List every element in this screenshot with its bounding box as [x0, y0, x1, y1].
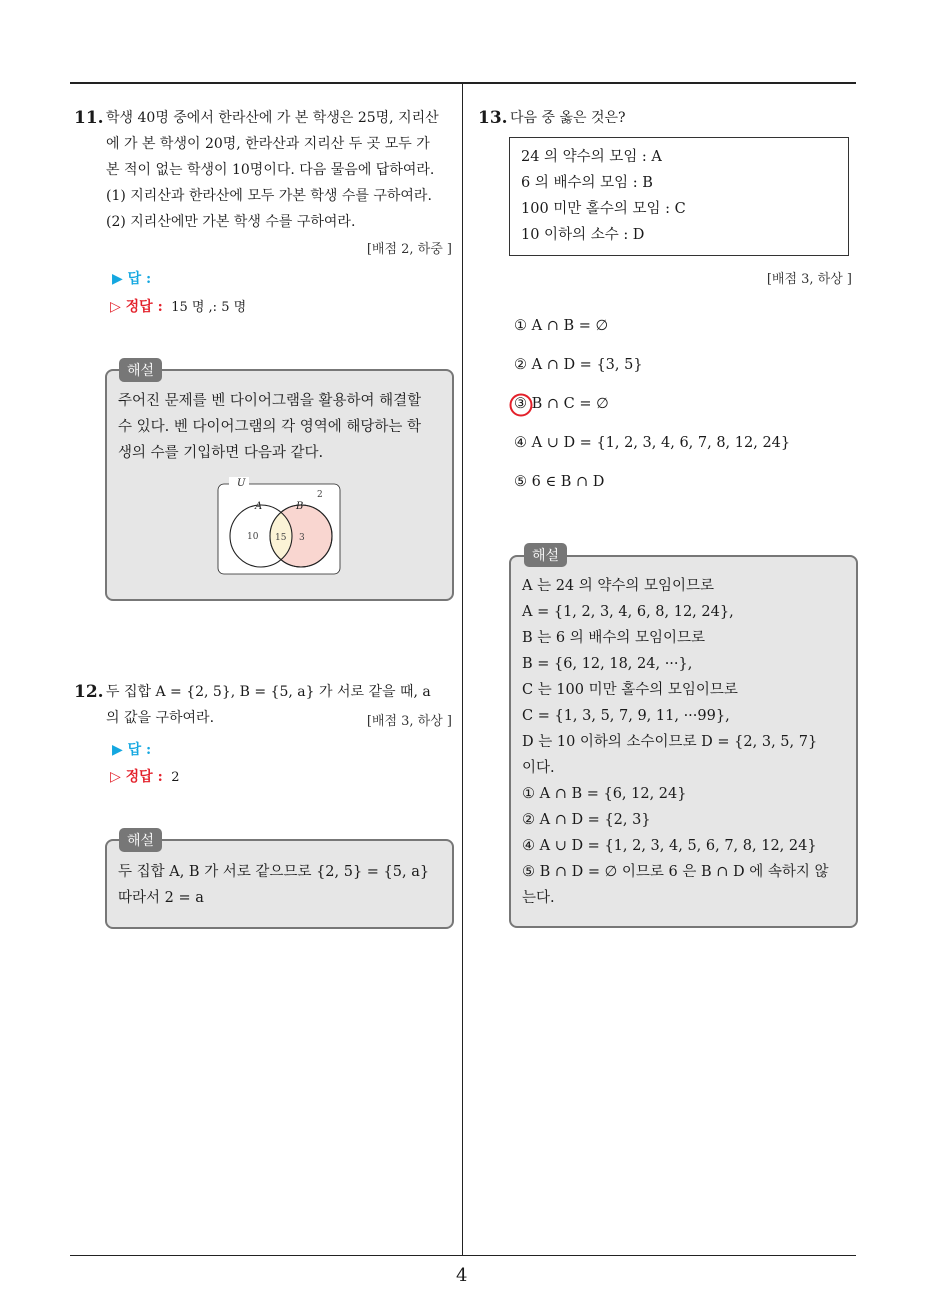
question-text-line: 본 적이 없는 학생이 10명이다. 다음 물음에 답하여라.: [106, 162, 435, 178]
solution-line: B 는 6 의 배수의 모임이므로: [522, 630, 705, 646]
question-number: 12.: [74, 682, 104, 702]
selected-option-mark: [508, 392, 534, 418]
solution-tag: 해설: [119, 358, 162, 382]
answer-label: ▶ 답 :: [112, 271, 152, 287]
venn-b-only-value: 3: [299, 533, 305, 543]
option-2[interactable]: ② A ∩ D = {3, 5}: [514, 357, 643, 373]
question-text-line: 학생 40명 중에서 한라산에 가 본 학생은 25명, 지리산: [106, 110, 439, 126]
correct-label: ▷ 정답 :: [110, 299, 163, 315]
solution-line: 는다.: [522, 890, 555, 906]
venn-outside-value: 2: [317, 490, 323, 500]
score-meta: [배점 3, 하상 ]: [766, 272, 852, 287]
correct-label: ▷ 정답 :: [110, 769, 163, 785]
correct-answer-row: [110, 296, 246, 316]
score-meta: [배점 3, 하상 ]: [366, 714, 452, 729]
solution-line: ① A ∩ B = {6, 12, 24}: [522, 786, 687, 802]
definition-line: 6 의 배수의 모임 : B: [521, 175, 653, 191]
solution-line: B = {6, 12, 18, 24, ···},: [522, 656, 693, 672]
venn-a-only-value: 10: [247, 532, 259, 542]
solution-tag: 해설: [524, 543, 567, 567]
correct-value: 2: [171, 770, 180, 785]
solution-line: 두 집합 A, B 가 서로 같으므로 {2, 5} = {5, a}: [118, 864, 430, 880]
answer-row: [112, 268, 151, 288]
venn-both-value: 15: [275, 533, 287, 543]
option-3[interactable]: ③ B ∩ C = ∅: [514, 396, 609, 412]
bottom-rule: [70, 1255, 856, 1256]
definition-line: 100 미만 홀수의 모임 : C: [521, 201, 686, 217]
definition-line: 24 의 약수의 모임 : A: [521, 149, 662, 165]
solution-line: 따라서 2 = a: [118, 890, 204, 906]
solution-line: C = {1, 3, 5, 7, 9, 11, ···99},: [522, 708, 730, 724]
solution-line: C 는 100 미만 홀수의 모임이므로: [522, 682, 738, 698]
score-meta: [배점 2, 하중 ]: [366, 242, 452, 257]
top-rule: [70, 82, 856, 84]
question-text-line: (2) 지리산에만 가본 학생 수를 구하여라.: [106, 214, 356, 230]
solution-line: ④ A ∪ D = {1, 2, 3, 4, 5, 6, 7, 8, 12, 24}: [522, 838, 817, 854]
page-number: 4: [456, 1265, 468, 1286]
solution-line: 이다.: [522, 760, 555, 776]
correct-answer-row: [110, 766, 179, 786]
solution-line: A 는 24 의 약수의 모임이므로: [522, 578, 715, 594]
venn-diagram: [215, 477, 345, 577]
solution-tag: 해설: [119, 828, 162, 852]
solution-line: 주어진 문제를 벤 다이어그램을 활용하여 해결할: [118, 393, 422, 409]
venn-universe-label: U: [237, 478, 246, 489]
solution-line: ⑤ B ∩ D = ∅ 이므로 6 은 B ∩ D 에 속하지 않: [522, 864, 829, 880]
question-text-line: 에 가 본 학생이 20명, 한라산과 지리산 두 곳 모두 가: [106, 136, 430, 152]
option-1[interactable]: ① A ∩ B = ∅: [514, 318, 609, 334]
question-text-line: 의 값을 구하여라.: [106, 710, 215, 726]
solution-line: ② A ∩ D = {2, 3}: [522, 812, 651, 828]
answer-row: [112, 739, 151, 759]
solution-line: 수 있다. 벤 다이어그램의 각 영역에 해당하는 학: [118, 419, 422, 435]
venn-a-label: A: [255, 501, 263, 512]
solution-line: D 는 10 이하의 소수이므로 D = {2, 3, 5, 7}: [522, 734, 818, 750]
definition-line: 10 이하의 소수 : D: [521, 227, 645, 243]
question-number: 11.: [74, 108, 104, 128]
solution-line: A = {1, 2, 3, 4, 6, 8, 12, 24},: [522, 604, 734, 620]
question-number: 13.: [478, 108, 508, 128]
correct-value: 15 명 ,: 5 명: [171, 300, 247, 315]
question-text-line: (1) 지리산과 한라산에 모두 가본 학생 수를 구하여라.: [106, 188, 432, 204]
question-text: 다음 중 옳은 것은?: [510, 110, 626, 126]
option-5[interactable]: ⑤ 6 ∈ B ∩ D: [514, 474, 605, 490]
question-text-line: 두 집합 A = {2, 5}, B = {5, a} 가 서로 같을 때, a: [106, 684, 431, 700]
venn-b-label: B: [296, 501, 304, 512]
column-divider: [462, 83, 463, 1255]
option-4[interactable]: ④ A ∪ D = {1, 2, 3, 4, 6, 7, 8, 12, 24}: [514, 435, 791, 451]
answer-label: ▶ 답 :: [112, 742, 152, 758]
solution-line: 생의 수를 기입하면 다음과 같다.: [118, 445, 324, 461]
